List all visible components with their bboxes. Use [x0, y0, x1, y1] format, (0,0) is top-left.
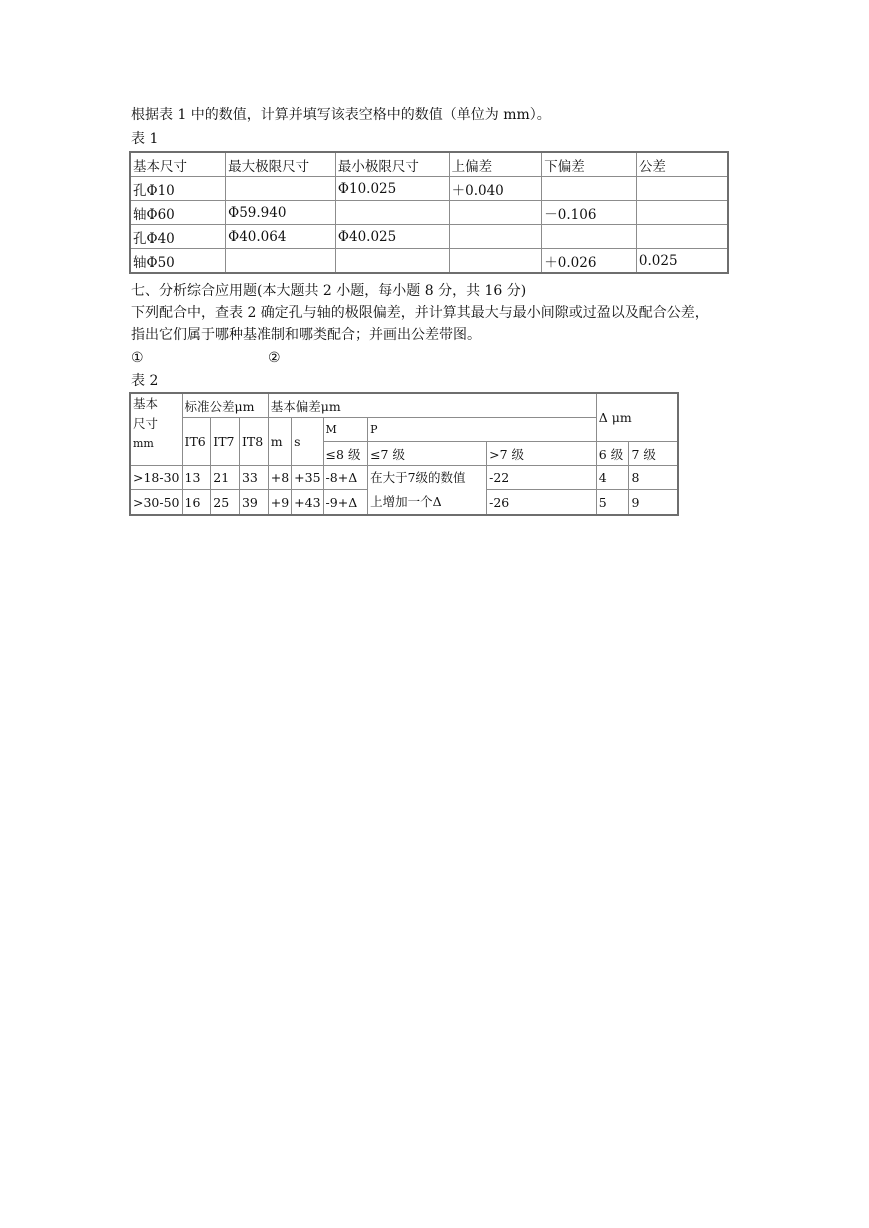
table-cell: －0.106: [542, 201, 637, 225]
table-cell: [636, 177, 728, 201]
table-cell: ＋0.026: [542, 249, 637, 274]
p-le7-note-line1: 在大于7级的数值: [370, 470, 466, 485]
table2-header-row: [130, 393, 678, 418]
basic-size-line2: 尺寸: [133, 416, 159, 431]
table1-header-cell: 上偏差: [449, 152, 542, 177]
table2-p-le7-note: [368, 466, 487, 516]
section7-line2: 指出它们属于哪种基准制和哪类配合；并画出公差带图。: [131, 327, 481, 343]
table1-header-cell: 最小极限尺寸: [335, 152, 449, 177]
table-cell: +35: [292, 466, 323, 490]
table-cell: 4: [596, 466, 629, 490]
table-cell: -8+Δ: [323, 466, 368, 490]
section7-title: 七、分析综合应用题(本大题共 2 小题，每小题 8 分，共 16 分): [131, 283, 527, 299]
table-cell: 33: [239, 466, 268, 490]
table-cell: [636, 225, 728, 249]
table1-header-cell: 公差: [636, 152, 728, 177]
table-cell: Φ40.064: [226, 225, 336, 249]
table2-header-M: M: [323, 418, 368, 442]
table2-header-le7: ≤7 级: [368, 442, 487, 466]
table-cell: Φ40.025: [335, 225, 449, 249]
table2-header-le8: ≤8 级: [323, 442, 368, 466]
table-cell: -26: [487, 490, 597, 515]
table1-header-cell: 基本尺寸: [130, 152, 226, 177]
table2-header-P: P: [368, 418, 629, 442]
p-le7-note-line2: 上增加一个Δ: [370, 494, 442, 509]
table-row: [130, 466, 678, 490]
table2-header-it7: IT7: [211, 418, 240, 466]
table2-header-grade6: 6 级: [596, 442, 629, 466]
section7-item1: ①: [131, 350, 144, 366]
table1: [129, 151, 729, 274]
table2-header-row: [130, 418, 678, 442]
section7-line1: 下列配合中，查表 2 确定孔与轴的极限偏差，并计算其最大与最小间隙或过盈以及配合公差，: [131, 305, 709, 321]
table2-header-std-tolerance: 标准公差μm: [182, 393, 268, 418]
table-cell: 16: [182, 490, 211, 515]
table1-header-row: [130, 152, 728, 177]
table-cell: -9+Δ: [323, 490, 368, 515]
table-cell: 9: [629, 490, 678, 515]
table-cell: 8: [629, 466, 678, 490]
basic-size-line1: 基本: [133, 396, 159, 411]
table-cell: [542, 177, 637, 201]
table-cell: 25: [211, 490, 240, 515]
table2-header-grade7: 7 级: [629, 442, 678, 466]
table-cell: Φ10.025: [335, 177, 449, 201]
table-cell: 轴Φ50: [130, 249, 226, 274]
table1-header-cell: 下偏差: [542, 152, 637, 177]
table-cell: 5: [596, 490, 629, 515]
table-cell: >30-50: [130, 490, 182, 515]
table-cell: Φ59.940: [226, 201, 336, 225]
table-cell: 13: [182, 466, 211, 490]
table2-header-delta: Δ μm: [596, 393, 678, 442]
table-cell: +9: [268, 490, 291, 515]
table2-header-s: s: [292, 418, 323, 466]
table-cell: [449, 201, 542, 225]
table2-header-m: m: [268, 418, 291, 466]
basic-size-line3: mm: [133, 437, 154, 450]
table-cell: +8: [268, 466, 291, 490]
table2-header-it8: IT8: [239, 418, 268, 466]
intro-text: 根据表 1 中的数值，计算并填写该表空格中的数值（单位为 mm）。: [131, 107, 551, 123]
table-cell: [335, 201, 449, 225]
table1-caption: 表 1: [131, 131, 159, 147]
table-cell: [226, 177, 336, 201]
table-cell: 21: [211, 466, 240, 490]
table1-header-cell: 最大极限尺寸: [226, 152, 336, 177]
table-cell: 0.025: [636, 249, 728, 274]
table-row: [130, 249, 728, 274]
table-cell: 孔Φ10: [130, 177, 226, 201]
table-cell: 孔Φ40: [130, 225, 226, 249]
table-cell: [226, 249, 336, 274]
table-cell: 轴Φ60: [130, 201, 226, 225]
table-cell: 39: [239, 490, 268, 515]
table-row: [130, 225, 728, 249]
table2: [129, 392, 679, 516]
table-cell: [335, 249, 449, 274]
table-cell: [636, 201, 728, 225]
table2-header-gt7: >7 级: [487, 442, 597, 466]
table2-header-basic-deviation: 基本偏差μm: [268, 393, 596, 418]
section7-item2: ②: [268, 350, 281, 366]
table-cell: [542, 225, 637, 249]
table2-header-it6: IT6: [182, 418, 211, 466]
table-row: [130, 201, 728, 225]
table-cell: ＋0.040: [449, 177, 542, 201]
table-cell: [449, 249, 542, 274]
table-cell: >18-30: [130, 466, 182, 490]
table-row: [130, 177, 728, 201]
table2-header-basic-size: [130, 393, 182, 466]
table-cell: [449, 225, 542, 249]
table-cell: -22: [487, 466, 597, 490]
table2-caption: 表 2: [131, 373, 159, 389]
table-cell: +43: [292, 490, 323, 515]
